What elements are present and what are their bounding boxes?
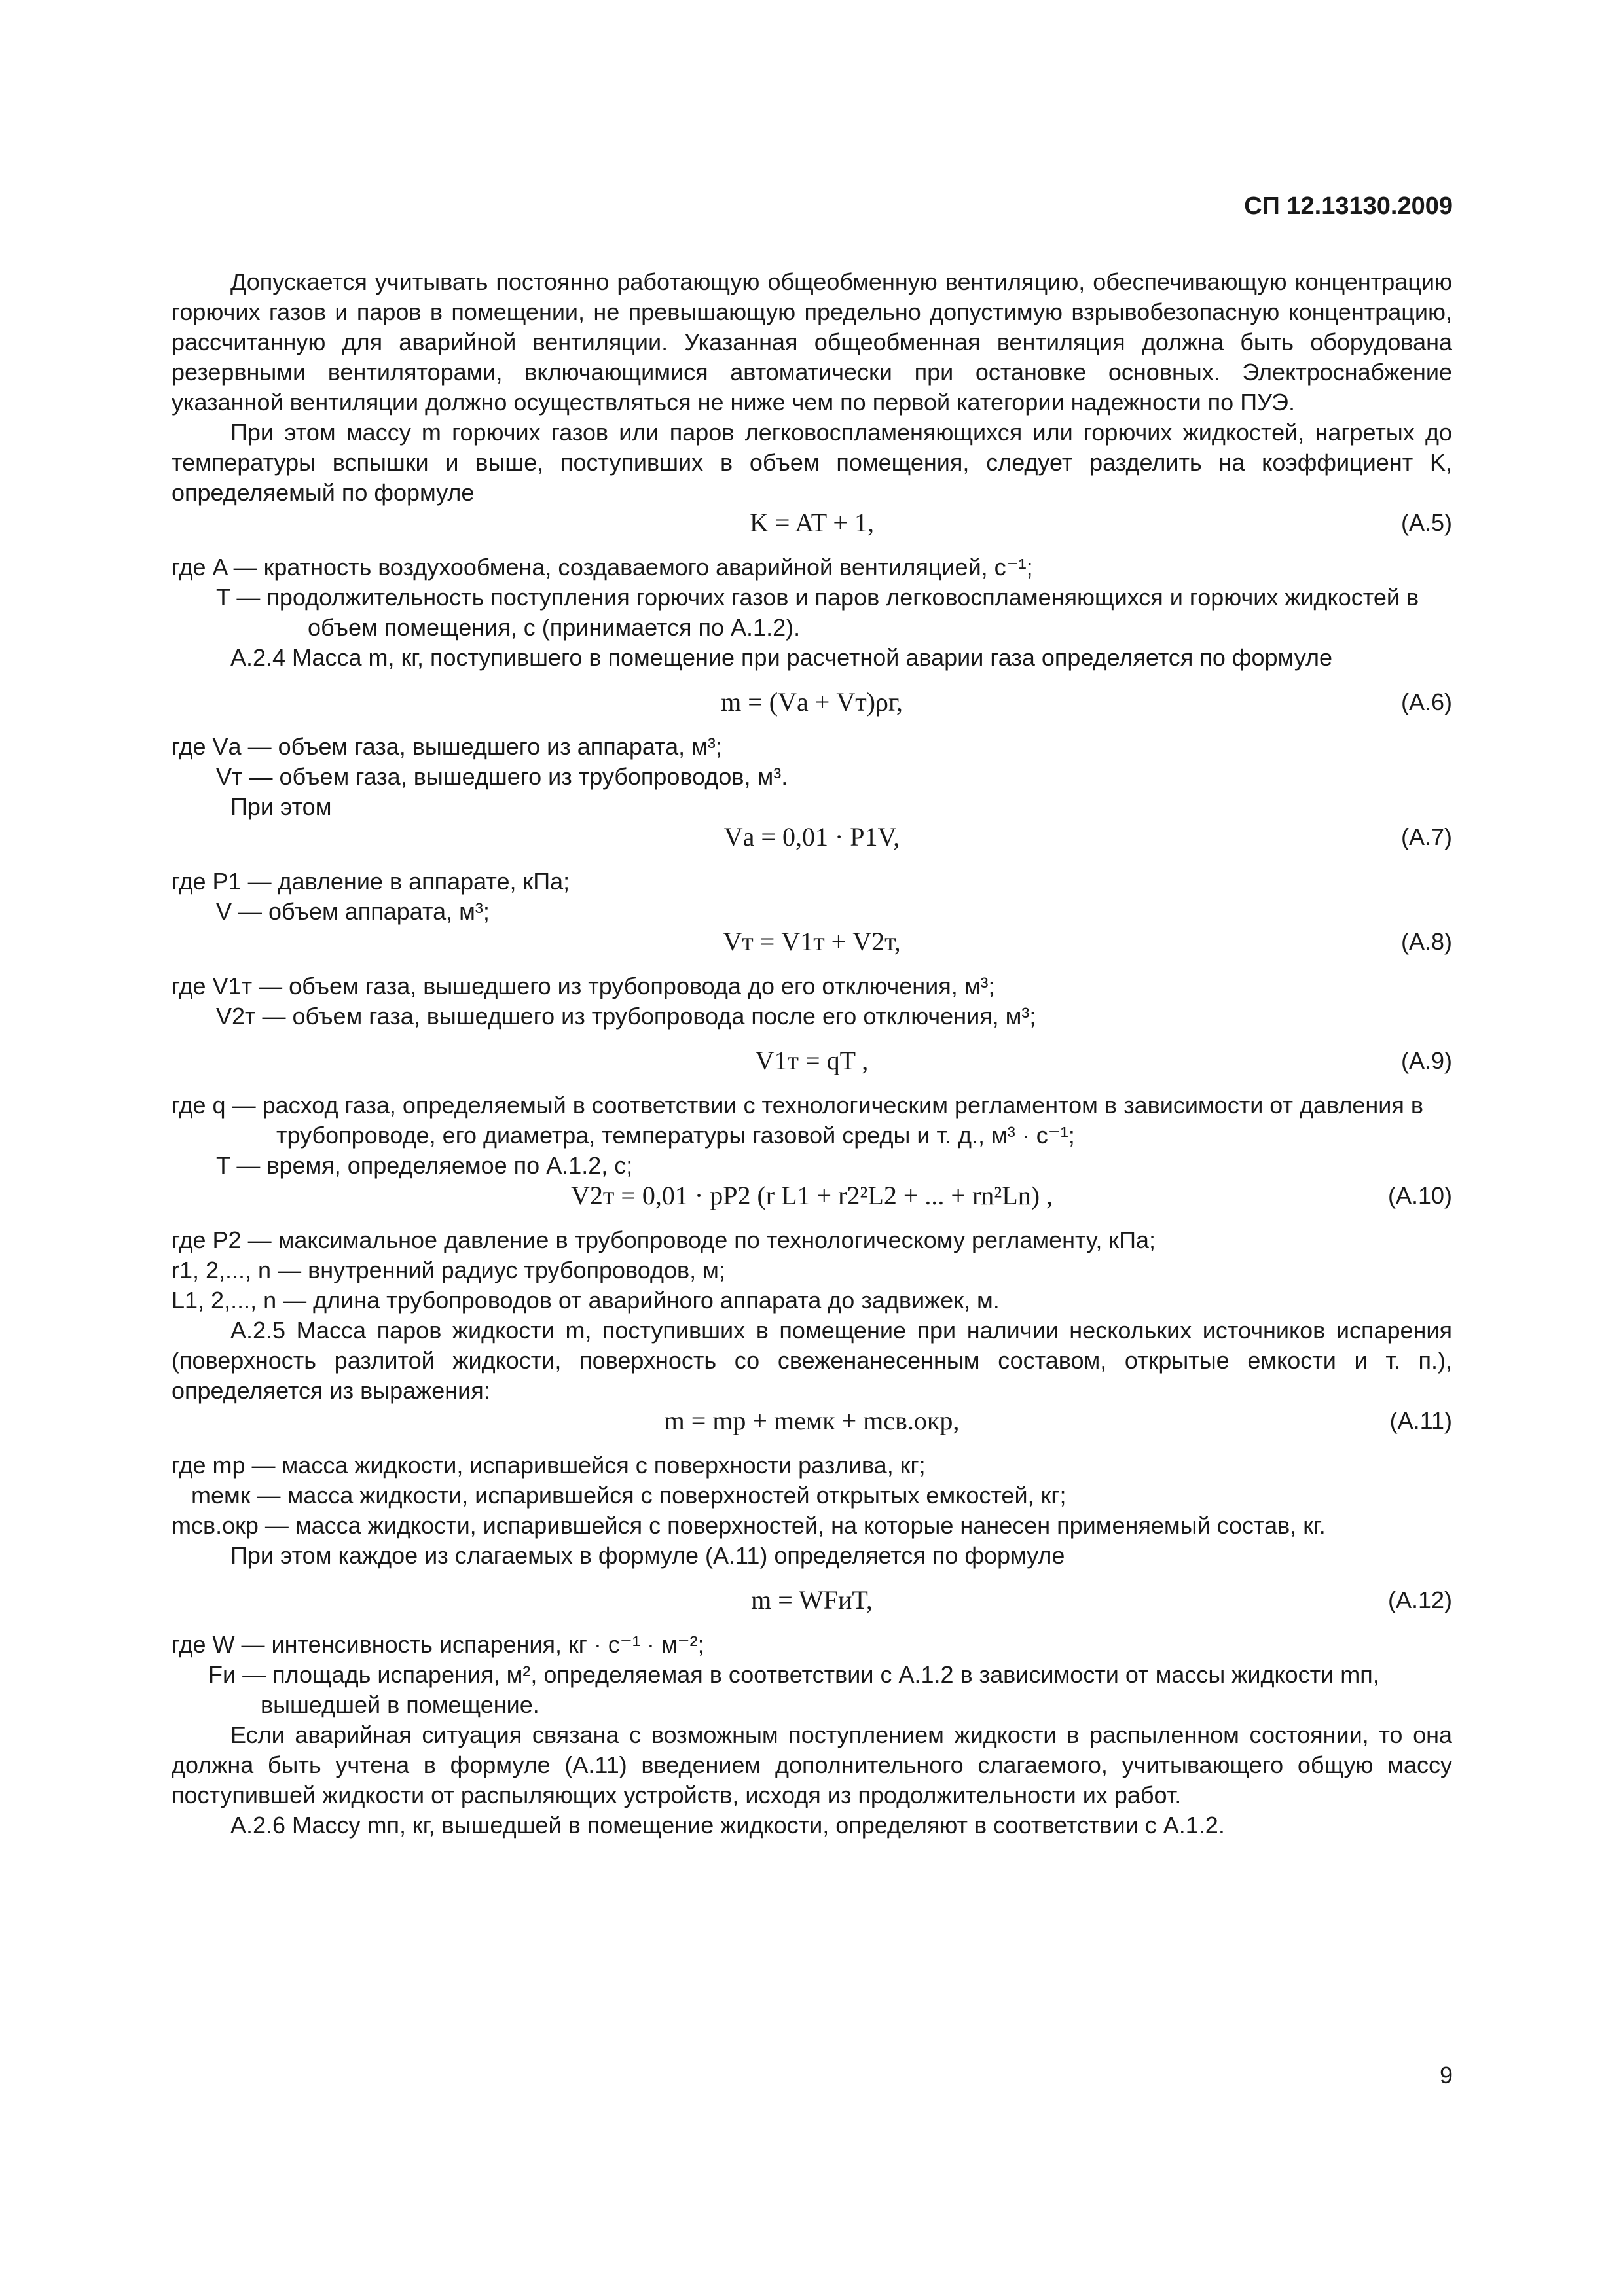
- formula-number-a8: (А.8): [1400, 928, 1452, 955]
- paragraph-a2-4: А.2.4 Масса m, кг, поступившего в помещение при расчетной аварии газа определяется по формуле: [230, 644, 1332, 671]
- paragraph-mass-division: При этом массу m горючих газов или паров легковоспламеняющихся или горючих жидкостей, нагретых до температуры вспышки и выше, поступивших в объем помещения, следует разделить на коэффициент K, определяемый по формуле: [172, 419, 1452, 506]
- formula-a7-line: [172, 822, 1452, 852]
- definition-line: mемк — масса жидкости, испарившейся с поверхностей открытых емкостей, кг;: [191, 1482, 1067, 1509]
- document-code: СП 12.13130.2009: [1244, 192, 1453, 220]
- paragraph-slagaemye: При этом каждое из слагаемых в формуле (А.11) определяется по формуле: [230, 1542, 1065, 1569]
- definition-line: V2т — объем газа, вышедшего из трубопровода после его отключения, м³;: [216, 1003, 1036, 1030]
- formula-a5-line: [172, 508, 1452, 538]
- definition-line: где A — кратность воздухообмена, создаваемого аварийной вентиляцией, с⁻¹;: [172, 554, 1033, 581]
- formula-a8-line: [172, 927, 1452, 957]
- definition-line: T — время, определяемое по А.1.2, с;: [216, 1152, 633, 1179]
- paragraph-pri-etom: При этом: [230, 793, 332, 820]
- definition-line: mсв.окр — масса жидкости, испарившейся с поверхностей, на которые нанесен применяемый состав, кг.: [172, 1512, 1326, 1539]
- formula-number-a10: (А.10): [1387, 1182, 1452, 1209]
- formula-number-a9: (А.9): [1400, 1047, 1452, 1074]
- paragraph-a2-6: А.2.6 Массу mп, кг, вышедшей в помещение жидкости, определяют в соответствии с А.1.2.: [230, 1812, 1225, 1839]
- definition-line: V — объем аппарата, м³;: [216, 898, 490, 925]
- formula-a10-line: [172, 1181, 1452, 1211]
- formula-number-a5: (А.5): [1400, 509, 1452, 536]
- definition-line: где P1 — давление в аппарате, кПа;: [172, 868, 570, 895]
- definition-line: T — продолжительность поступления горючих газов и паров легковоспламеняющихся и горючих жидкостей в объем помещения, с (принимается по А.1.2).: [216, 584, 1419, 641]
- formula-a6-line: [172, 687, 1452, 717]
- formula-a10: V2т = 0,01 · pP2 (r L1 + r2²L2 + ... + rn²Ln) ,: [570, 1181, 1053, 1210]
- definition-line: где q — расход газа, определяемый в соответствии с технологическим регламентом в зависимости от давления в трубопроводе, его диаметра, температуры газовой среды и т. д., м³ · с⁻¹;: [172, 1092, 1423, 1149]
- definition-line: где mр — масса жидкости, испарившейся с поверхности разлива, кг;: [172, 1452, 926, 1479]
- definition-line: r1, 2,..., n — внутренний радиус трубопроводов, м;: [172, 1257, 725, 1283]
- formula-a9: V1т = qT ,: [755, 1046, 869, 1075]
- paragraph-a2-5: А.2.5 Масса паров жидкости m, поступивших в помещение при наличии нескольких источников испарения (поверхность разлитой жидкости, поверхность со свеженанесенным составом, открытые емкости и т. п.), определяется из выражения:: [172, 1317, 1452, 1404]
- formula-a8: Vт = V1т + V2т,: [723, 927, 901, 956]
- formula-number-a7: (А.7): [1400, 823, 1452, 850]
- formula-a5: K = AT + 1,: [750, 508, 874, 537]
- definition-line: где Vа — объем газа, вышедшего из аппарата, м³;: [172, 733, 722, 760]
- formula-number-a12: (А.12): [1387, 1587, 1452, 1613]
- formula-a12-line: [172, 1585, 1452, 1615]
- paragraph-ventilation: Допускается учитывать постоянно работающую общеобменную вентиляцию, обеспечивающую концентрацию горючих газов и паров в помещении, не превышающую предельно допустимую взрывобезопасную концентрацию, рассчитанную для аварийной вентиляции. Указанная общеобменная вентиляция должна быть оборудована резервными вентиляторами, включающимися автоматически при остановке основных. Электроснабжение указанной вентиляции должно осуществляться не ниже чем по первой категории надежности по ПУЭ.: [172, 268, 1452, 416]
- formula-a6: m = (Vа + Vт)ρг,: [721, 687, 903, 717]
- formula-number-a11: (А.11): [1389, 1407, 1452, 1434]
- definition-line: Vт — объем газа, вышедшего из трубопроводов, м³.: [216, 763, 788, 790]
- document-body: [172, 267, 1452, 1840]
- formula-a9-line: [172, 1046, 1452, 1076]
- formula-number-a6: (А.6): [1400, 689, 1452, 715]
- formula-a11-line: [172, 1406, 1452, 1436]
- paragraph-spray: Если аварийная ситуация связана с возможным поступлением жидкости в распыленном состоянии, то она должна быть учтена в формуле (А.11) введением дополнительного слагаемого, учитывающего общую массу поступившей жидкости от распыляющих устройств, исходя из продолжительности их работ.: [172, 1721, 1452, 1808]
- page-number: 9: [1439, 2062, 1453, 2089]
- definition-line: где P2 — максимальное давление в трубопроводе по технологическому регламенту, кПа;: [172, 1227, 1156, 1253]
- definition-line: Fи — площадь испарения, м², определяемая в соответствии с А.1.2 в зависимости от массы жидкости mп, вышедшей в помещение.: [208, 1661, 1379, 1718]
- formula-a7: Vа = 0,01 · P1V,: [723, 822, 900, 852]
- formula-a12: m = WFиT,: [751, 1585, 873, 1615]
- formula-a11: m = mр + mемк + mсв.окр,: [664, 1406, 960, 1435]
- definition-line: где W — интенсивность испарения, кг · с⁻¹ · м⁻²;: [172, 1631, 704, 1658]
- definition-line: где V1т — объем газа, вышедшего из трубопровода до его отключения, м³;: [172, 973, 995, 999]
- definition-line: L1, 2,..., n — длина трубопроводов от аварийного аппарата до задвижек, м.: [172, 1287, 1000, 1314]
